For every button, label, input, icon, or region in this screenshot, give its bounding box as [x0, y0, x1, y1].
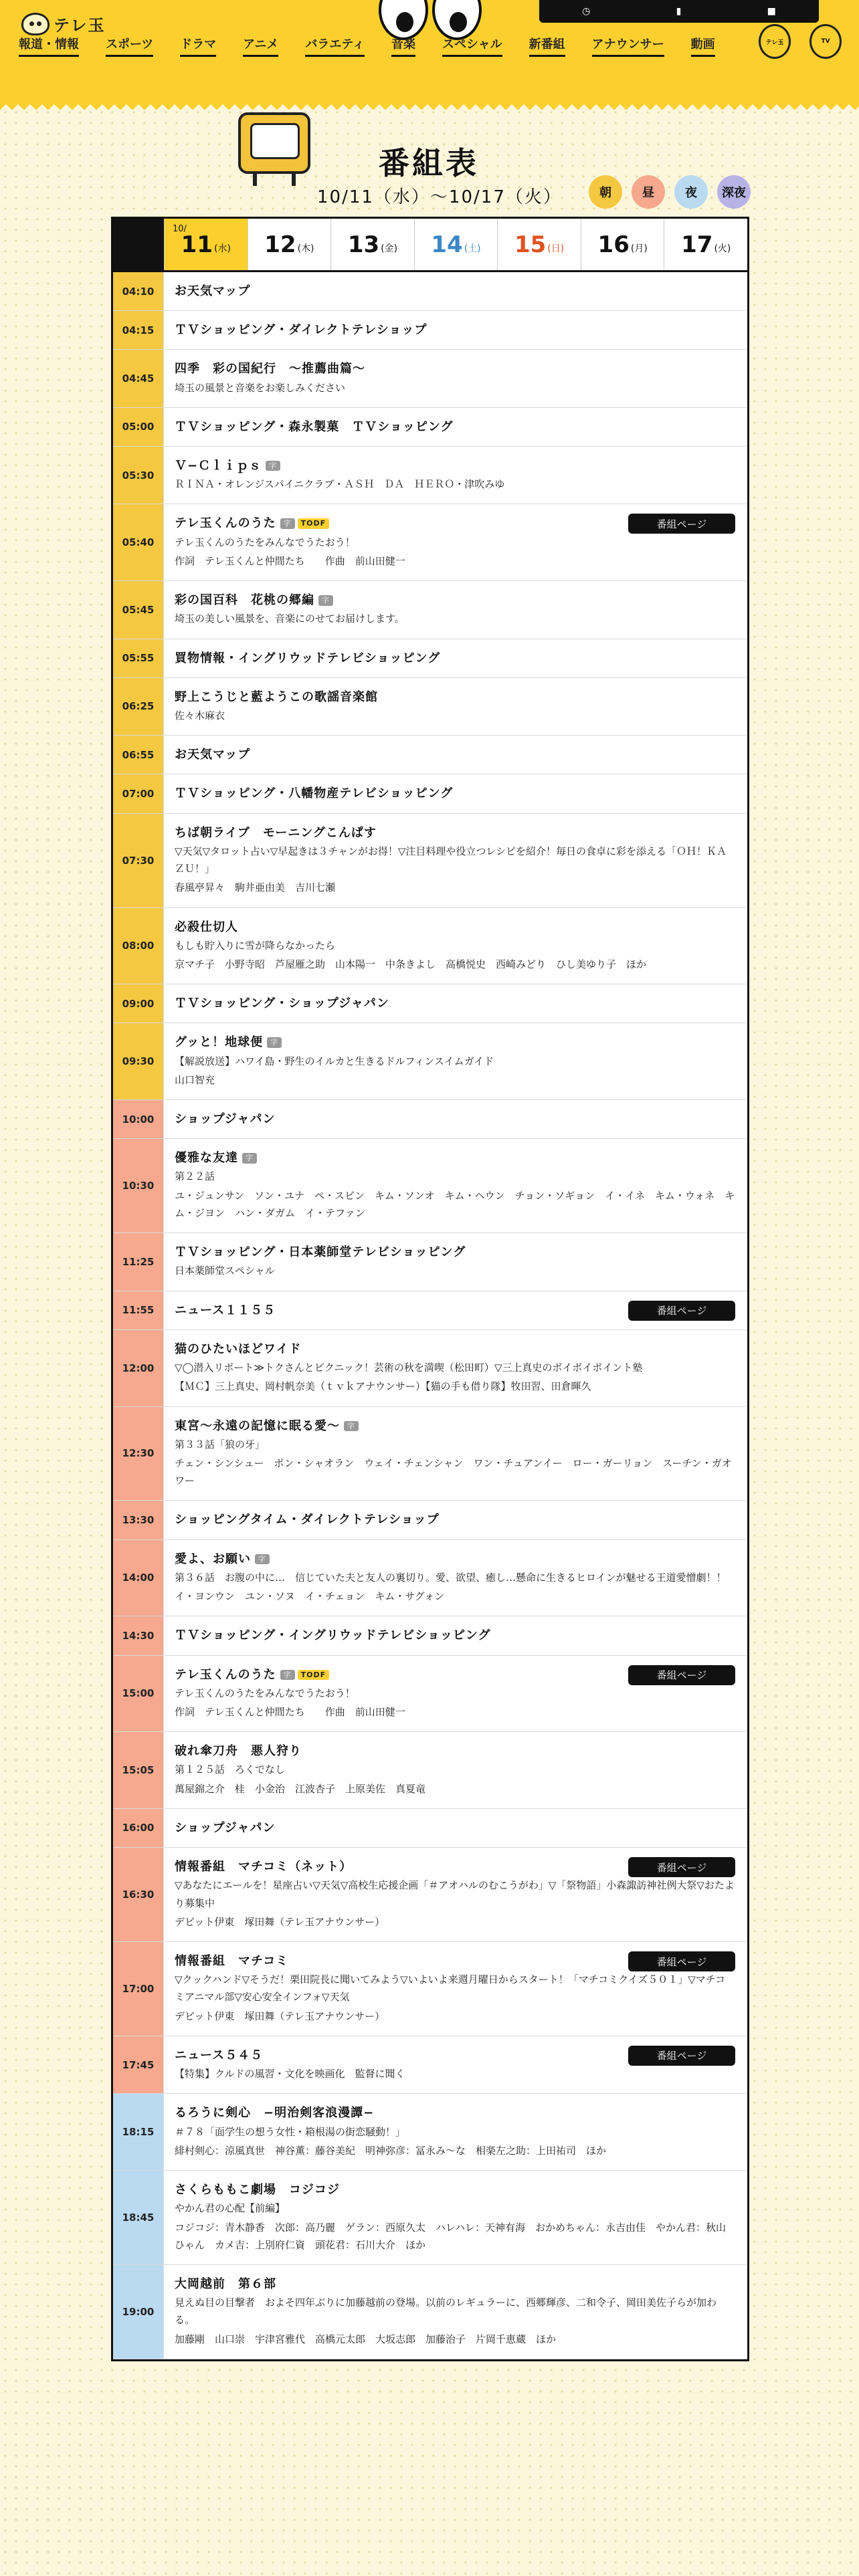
day-tab-weekday: (日) — [547, 243, 565, 254]
page-title: 番組表 — [379, 145, 479, 181]
program-content — [164, 1139, 747, 1232]
program-title[interactable]: 必殺仕切人 — [175, 920, 238, 934]
program-row — [113, 774, 747, 813]
program-page-button[interactable]: 番組ページ — [628, 1301, 735, 1321]
program-time: 09:00 — [113, 984, 164, 1023]
program-content — [164, 774, 747, 813]
program-detail: チェン・シンシュー ポン・シャオラン ウェイ・チェンシャン ワン・チュアンイー ロー・ガーリョン スーチン・ガオワー — [175, 1457, 732, 1487]
program-content — [164, 272, 747, 310]
day-tab-weekday: (木) — [297, 243, 314, 254]
program-title[interactable]: ＴＶショッピング・森永製菓 ＴＶショッピング — [175, 419, 454, 434]
program-title[interactable]: さくらももこ劇場 コジコジ — [175, 2183, 340, 2197]
day-tab[interactable] — [414, 219, 498, 270]
program-page-button[interactable]: 番組ページ — [628, 514, 735, 534]
program-schedule — [111, 217, 749, 2361]
program-content — [164, 447, 747, 504]
program-title[interactable]: 破れ傘刀舟 悪人狩り — [175, 1744, 302, 1759]
program-detail: 埼玉の風景と音楽をお楽しみください — [175, 381, 346, 394]
program-detail: 加藤剛 山口崇 宇津宮雅代 高橋元太郎 大坂志郎 加藤治子 片岡千恵蔵 ほか — [175, 2333, 557, 2345]
program-row — [113, 1616, 747, 1655]
subtitle-badge: 字 — [318, 595, 333, 605]
program-row — [113, 639, 747, 678]
nav-item[interactable]: バラエティ — [305, 35, 365, 57]
day-tab[interactable] — [164, 219, 248, 270]
program-time: 11:25 — [113, 1233, 164, 1290]
day-tab-weekday: (水) — [213, 243, 231, 254]
program-content — [164, 408, 747, 446]
eye-icon — [379, 0, 428, 40]
page-header — [0, 100, 859, 214]
program-detail: ＃７８「面学生の想う女性・箱根湯の街恋騒動！」 — [175, 2125, 406, 2138]
program-title[interactable]: 大岡越前 第６部 — [175, 2277, 276, 2291]
program-title[interactable]: 愛よ、お願い 字 — [175, 1551, 735, 1568]
program-row — [113, 350, 747, 407]
program-title[interactable]: 野上こうじと藍ようこの歌謡音楽館 — [175, 689, 378, 704]
subtitle-badge: 字 — [344, 1421, 359, 1431]
day-tab-date: 17 — [681, 231, 713, 258]
program-detail: やかん君の心配【前編】 — [175, 2202, 286, 2215]
program-row — [113, 311, 747, 350]
program-content — [164, 1233, 747, 1290]
nav-item[interactable]: スポーツ — [106, 35, 153, 57]
program-time: 15:05 — [113, 1732, 164, 1808]
program-time: 04:45 — [113, 350, 164, 407]
program-title[interactable]: テレ玉くんのうた 字 TODF — [175, 1667, 735, 1683]
program-time: 05:55 — [113, 639, 164, 677]
program-detail: 日本薬師堂スペシャル — [175, 1265, 275, 1277]
nav-item[interactable]: アニメ — [243, 35, 278, 57]
program-detail: 春風亭昇々 駒井亜由美 吉川七瀬 — [175, 881, 336, 894]
period-badge[interactable]: 深夜 — [717, 175, 751, 209]
program-title[interactable]: ちば朝ライブ モーニングこんぱす — [175, 825, 377, 840]
period-badge[interactable]: 昼 — [632, 175, 665, 209]
program-detail: 第３６話 お腹の中に… 信じていた夫と友人の裏切り。愛、欲望、癒し…懸命に生きるヒロインが魅せる王道愛憎劇！！ — [175, 1571, 727, 1584]
day-tab-date: 11 — [181, 231, 213, 258]
nav-item[interactable]: 報道・情報 — [19, 35, 79, 57]
period-badge[interactable]: 夜 — [674, 175, 708, 209]
program-time: 13:30 — [113, 1501, 164, 1539]
subtitle-badge: 字 — [255, 1554, 270, 1564]
program-detail: 【ＭＣ】三上真史、岡村帆奈美（ｔｖｋアナウンサー）【猫の手も借り隊】牧田習、田倉暉久 — [175, 1380, 591, 1393]
program-title[interactable]: 買物情報・イングリウッドテレビショッピング — [175, 651, 441, 665]
program-detail: テレ玉くんのうたをみんなでうたおう！ — [175, 536, 355, 548]
program-row — [113, 1942, 747, 2036]
program-title[interactable]: 情報番組 マチコミ（ネット） — [175, 1860, 353, 1874]
program-time: 09:30 — [113, 1023, 164, 1099]
day-tabs-corner — [113, 219, 164, 270]
menu-icon[interactable]: ■ — [767, 6, 776, 17]
program-detail: 佐々木麻衣 — [175, 709, 225, 722]
tv-leg — [292, 171, 296, 186]
program-content — [164, 2094, 747, 2170]
program-title[interactable]: ＴＶショッピング・ショップジャパン — [175, 996, 389, 1011]
program-time: 05:45 — [113, 581, 164, 638]
program-content — [164, 1100, 747, 1138]
nav-item[interactable]: 動画 — [691, 35, 715, 57]
program-time: 06:25 — [113, 678, 164, 735]
program-content — [164, 908, 747, 984]
program-detail: 京マチ子 小野寺昭 芦屋雁之助 山本陽一 中条きよし 高橋悦史 西崎みどり ひし美ゆり子 ほか — [175, 958, 647, 970]
day-tab-weekday: (金) — [381, 243, 398, 254]
date-range: 10/11（水）〜10/17（火） — [317, 187, 562, 207]
nav-item[interactable]: 新番組 — [529, 35, 565, 57]
period-badge[interactable]: 朝 — [589, 175, 622, 209]
program-row — [113, 1407, 747, 1501]
mascot-icon — [21, 13, 50, 35]
program-content — [164, 1656, 747, 1732]
program-time: 18:45 — [113, 2171, 164, 2264]
program-detail: イ・ヨンウン ユン・ソヌ イ・チェョン キム・サグォン — [175, 1590, 445, 1603]
program-time: 07:30 — [113, 814, 164, 907]
program-row — [113, 1809, 747, 1848]
program-title[interactable]: ショップジャパン — [175, 1112, 276, 1127]
program-row — [113, 1732, 747, 1809]
program-page-button[interactable]: 番組ページ — [628, 1857, 735, 1877]
program-row — [113, 2171, 747, 2265]
program-time: 12:00 — [113, 1330, 164, 1406]
subtitle-badge: 字 — [280, 518, 295, 528]
program-page-button[interactable]: 番組ページ — [628, 1951, 735, 1971]
program-title[interactable]: 優雅な友達 字 — [175, 1150, 735, 1166]
program-content — [164, 581, 747, 638]
program-row — [113, 984, 747, 1023]
program-detail: 山口智充 — [175, 1073, 215, 1086]
program-detail: 第１２５話 ろくでなし — [175, 1763, 286, 1776]
day-tab-weekday: (火) — [714, 243, 731, 254]
program-title[interactable]: お天気マップ — [175, 748, 251, 762]
eye-icon — [432, 0, 482, 40]
program-detail: 埼玉の美しい風景を、音楽にのせてお届けします。 — [175, 613, 405, 625]
program-title[interactable]: ＴＶショッピング・ダイレクトテレショップ — [175, 323, 427, 338]
program-content — [164, 1732, 747, 1808]
program-row — [113, 2094, 747, 2171]
nav-item[interactable]: 音楽 — [391, 35, 415, 57]
program-content — [164, 350, 747, 407]
program-row — [113, 814, 747, 908]
program-row — [113, 408, 747, 447]
subtitle-badge: 字 — [242, 1153, 257, 1163]
program-detail: 第２２話 — [175, 1170, 215, 1183]
site-logo[interactable] — [21, 12, 106, 35]
program-time: 16:00 — [113, 1809, 164, 1847]
program-detail: ＲＩＮＡ・オレンジスパイニクラブ・ＡＳＨ ＤＡ ＨＥＲＯ・津吹みゆ — [175, 478, 505, 491]
day-tab[interactable] — [581, 219, 664, 270]
program-title[interactable]: Ｖ−Ｃｌｉｐｓ 字 — [175, 457, 735, 474]
program-time: 12:30 — [113, 1407, 164, 1501]
program-row — [113, 1540, 747, 1617]
program-title[interactable]: 東宮〜永遠の記憶に眠る愛〜 字 — [175, 1418, 735, 1434]
program-row — [113, 581, 747, 639]
program-detail: 作詞 テレ玉くんと仲間たち 作曲 前山田健一 — [175, 554, 405, 567]
program-content — [164, 2171, 747, 2264]
program-page-button[interactable]: 番組ページ — [628, 1665, 735, 1685]
program-row — [113, 2265, 747, 2359]
program-list — [113, 272, 747, 2359]
program-time: 11:55 — [113, 1291, 164, 1329]
program-content — [164, 1501, 747, 1539]
program-title[interactable]: ニュース５４５ — [175, 2048, 264, 2062]
program-title[interactable]: お天気マップ — [175, 284, 251, 298]
program-time: 14:00 — [113, 1540, 164, 1616]
day-tab-date: 16 — [597, 231, 630, 258]
mascot-page-icon[interactable]: テレ玉 — [759, 24, 791, 59]
program-detail: デビット伊東 塚田舞（テレ玉アナウンサー） — [175, 2010, 385, 2022]
day-tab-date: 12 — [264, 231, 296, 258]
program-content — [164, 1540, 747, 1616]
program-detail: デビット伊東 塚田舞（テレ玉アナウンサー） — [175, 1915, 385, 1928]
mascot-eyes — [379, 0, 482, 40]
program-title[interactable]: ショップジャパン — [175, 1820, 276, 1835]
program-title[interactable]: 猫のひたいほどワイド — [175, 1341, 302, 1356]
program-time: 17:45 — [113, 2036, 164, 2093]
site-header — [0, 0, 859, 100]
program-time: 19:00 — [113, 2265, 164, 2359]
program-time: 06:55 — [113, 736, 164, 774]
program-content — [164, 1616, 747, 1654]
program-row — [113, 736, 747, 774]
program-detail: ▽あなたにエールを！星座占い▽天気▽高校生応援企画「＃アオハルのむこうがわ」▽「祭物語」小森諏訪神社例大祭▽おたより募集中 — [175, 1879, 735, 1909]
program-title[interactable]: 情報番組 マチコミ — [175, 1954, 289, 1968]
program-content — [164, 311, 747, 349]
program-row — [113, 1291, 747, 1330]
program-row — [113, 2036, 747, 2094]
program-row — [113, 447, 747, 504]
program-row — [113, 1656, 747, 1733]
program-row — [113, 272, 747, 311]
program-detail: ▽クックハンド▽そうだ！栗田院長に聞いてみよう▽いよいよ来週月曜日からスタート！「マチコミクイズ５０１」▽マチコミアニマル部▽安心安全インフォ▽天気 — [175, 1973, 726, 2004]
program-time: 14:30 — [113, 1616, 164, 1654]
program-time: 05:30 — [113, 447, 164, 504]
day-tab-month: 10/ — [173, 224, 187, 234]
program-row — [113, 1501, 747, 1539]
nav-item[interactable]: スペシャル — [442, 35, 502, 57]
program-content — [164, 1023, 747, 1099]
program-time: 16:30 — [113, 1848, 164, 1941]
program-detail: 見えぬ目の目撃者 およそ四年ぶりに加藤越前の登場。以前のレギュラーに、西郷輝彦、二和令子、岡田美佐子らが加わる。 — [175, 2296, 717, 2327]
program-title[interactable]: 四季 彩の国紀行 〜推薦曲篇〜 — [175, 362, 365, 377]
program-detail: 【解説放送】ハワイ島・野生のイルカと生きるドルフィンスイムガイド — [175, 1055, 494, 1067]
program-title[interactable]: るろうに剣心 −明治剣客浪漫譚− — [175, 2106, 375, 2121]
program-title[interactable]: ＴＶショッピング・八幡物産テレビショッピング — [175, 786, 454, 801]
program-detail: 【特集】クルドの風習・文化を映画化 監督に聞く — [175, 2068, 405, 2080]
program-row — [113, 1100, 747, 1139]
clock-icon[interactable]: ◷ — [582, 6, 591, 17]
nav-icon-group — [759, 24, 842, 59]
global-nav — [19, 35, 715, 57]
program-content — [164, 504, 747, 580]
program-row — [113, 1139, 747, 1233]
program-title[interactable]: テレ玉くんのうた 字 TODF — [175, 515, 735, 532]
program-content — [164, 814, 747, 907]
todf-badge: TODF — [298, 518, 330, 528]
program-time: 18:15 — [113, 2094, 164, 2170]
program-detail: 第３３話「狼の牙」 — [175, 1438, 266, 1451]
day-tab[interactable] — [664, 219, 747, 270]
phone-icon[interactable]: ▮ — [676, 6, 682, 17]
program-content — [164, 2265, 747, 2359]
program-title[interactable]: ショッピングタイム・ダイレクトテレショップ — [175, 1513, 440, 1527]
program-content — [164, 2036, 747, 2093]
subtitle-badge: 字 — [267, 1037, 282, 1047]
day-tab[interactable] — [330, 219, 414, 270]
tv-screen — [250, 123, 300, 159]
program-content — [164, 1407, 747, 1501]
program-detail: コジコジ：青木静香 次郎：高乃麗 ゲラン：西原久太 ハレハレ：天神有海 おかめちゃん：永吉由佳 やかん君：秋山ひゃん カメ吉：上別府仁資 頭花君：石川大介 ほか — [175, 2221, 726, 2251]
day-tab[interactable] — [248, 219, 331, 270]
day-tab-weekday: (月) — [630, 243, 648, 254]
day-tab-date: 15 — [514, 231, 547, 258]
program-row — [113, 1330, 747, 1407]
program-time: 15:00 — [113, 1656, 164, 1732]
program-time: 10:30 — [113, 1139, 164, 1232]
program-content — [164, 1809, 747, 1847]
tv-page-icon[interactable]: TV — [809, 24, 842, 59]
day-tab[interactable] — [497, 219, 581, 270]
program-title[interactable]: ＴＶショッピング・日本薬師堂テレビショッピング — [175, 1245, 466, 1260]
program-row — [113, 678, 747, 736]
program-time: 10:00 — [113, 1100, 164, 1138]
todf-badge: TODF — [298, 1670, 330, 1680]
logo-text: テレ玉 — [54, 16, 106, 35]
program-time: 08:00 — [113, 908, 164, 984]
program-time: 04:10 — [113, 272, 164, 310]
program-content — [164, 1291, 747, 1329]
program-row — [113, 1233, 747, 1291]
program-content — [164, 1942, 747, 2036]
tv-icon — [238, 112, 310, 174]
program-row — [113, 1848, 747, 1942]
program-row — [113, 504, 747, 581]
subtitle-badge: 字 — [280, 1670, 295, 1680]
program-detail: ▽天気▽タロット占い▽早起きは３チャンがお得！▽注目料理や役立つレシピを紹介！毎日の食卓に彩を添える「ＯＨ！ＫＡＺＵ！」 — [175, 845, 727, 875]
nav-item[interactable]: ドラマ — [180, 35, 216, 57]
program-detail: テレ玉くんのうたをみんなでうたおう！ — [175, 1687, 355, 1699]
program-time: 07:00 — [113, 774, 164, 813]
subtitle-badge: 字 — [266, 461, 280, 471]
tv-leg — [253, 171, 257, 186]
program-content — [164, 678, 747, 735]
top-utility-bar — [539, 0, 819, 23]
nav-item[interactable]: アナウンサー — [592, 35, 664, 57]
program-time: 05:40 — [113, 504, 164, 580]
program-time: 04:15 — [113, 311, 164, 349]
program-row — [113, 1023, 747, 1100]
program-title[interactable]: ニュース１１５５ — [175, 1303, 276, 1317]
day-tab-date: 14 — [431, 231, 463, 258]
day-tabs — [113, 219, 747, 272]
day-tab-weekday: (土) — [464, 243, 481, 254]
day-tab-date: 13 — [347, 231, 380, 258]
program-content — [164, 984, 747, 1023]
program-content — [164, 736, 747, 774]
program-detail: 作詞 テレ玉くんと仲間たち 作曲 前山田健一 — [175, 1705, 405, 1718]
program-title[interactable]: ＴＶショッピング・イングリウッドテレビショッピング — [175, 1628, 491, 1643]
program-detail: 緋村剣心：涼風真世 神谷薫：藤谷美紀 明神弥彦：冨永み〜な 相楽左之助：上田祐司 ほか — [175, 2144, 607, 2157]
program-detail: もしも貯入りに雪が降らなかったら — [175, 939, 336, 952]
program-content — [164, 1848, 747, 1941]
program-title[interactable]: グッと！地球便 字 — [175, 1034, 735, 1051]
program-content — [164, 639, 747, 677]
program-time: 17:00 — [113, 1942, 164, 2036]
program-detail: 萬屋錦之介 桂 小金治 江波杏子 上原美佐 真夏竜 — [175, 1782, 426, 1795]
program-detail: ▽◯潜入リポート≫トクさんとピクニック！芸術の秋を満喫（松田町）▽三上真史のボイボイポイント塾 — [175, 1362, 643, 1374]
program-page-button[interactable]: 番組ページ — [628, 2046, 735, 2066]
period-legend — [589, 175, 751, 209]
program-row — [113, 908, 747, 985]
program-title[interactable]: 彩の国百科 花桃の郷編 字 — [175, 592, 735, 609]
program-detail: ユ・ジュンサン ソン・ユナ ペ・スビン キム・ソンオ キム・ヘウン チョン・ソギョン イ・イネ キム・ウォネ キム・ジヨン ハン・ダガム イ・テファン — [175, 1189, 735, 1219]
program-time: 05:00 — [113, 408, 164, 446]
program-content — [164, 1330, 747, 1406]
